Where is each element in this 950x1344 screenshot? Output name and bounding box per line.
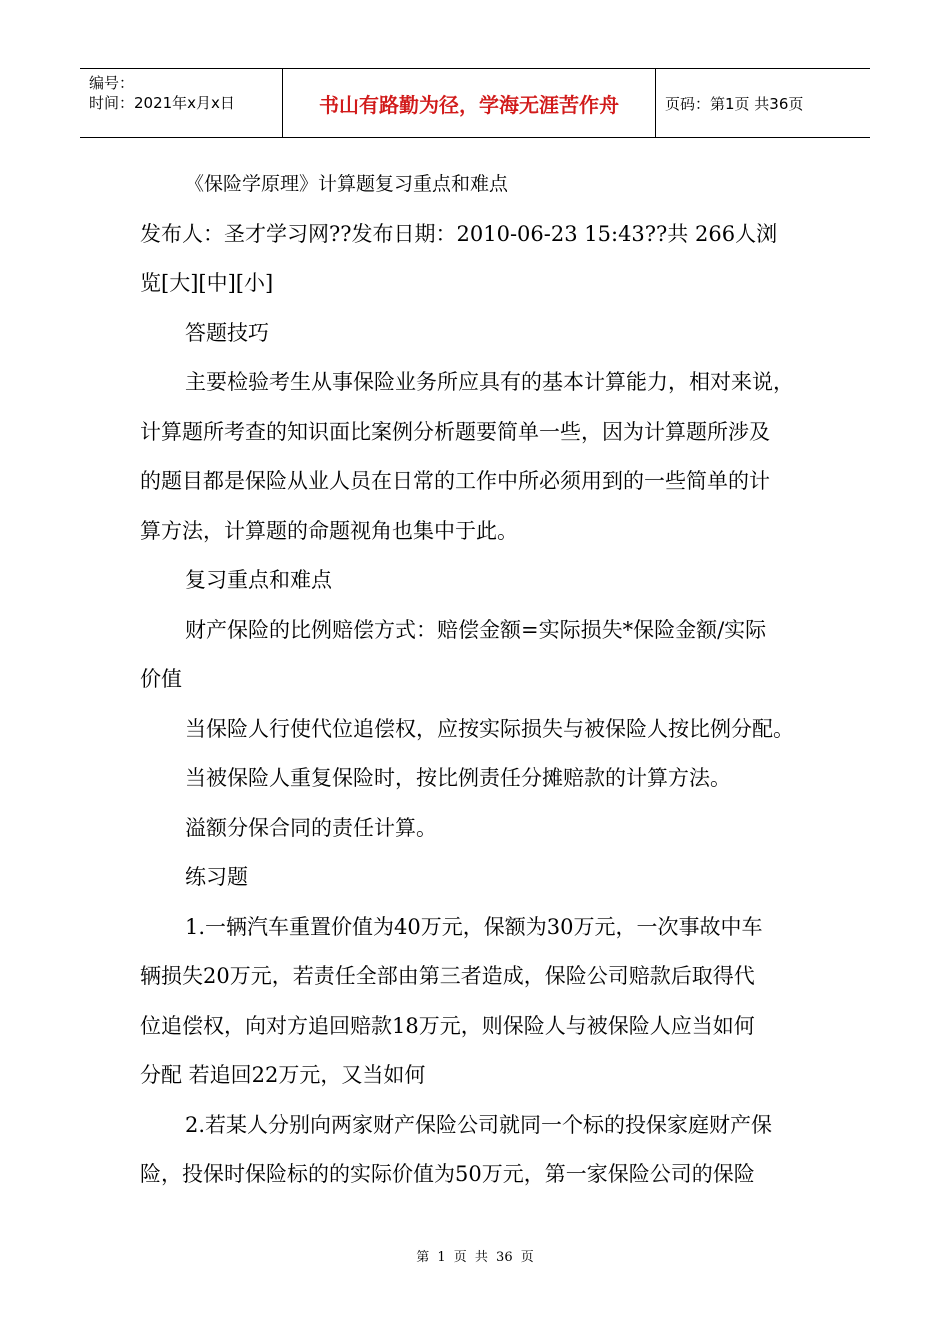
- serial-number-label: 编号：: [89, 74, 135, 92]
- header-info-cell: [80, 69, 283, 137]
- publish-meta-line-2: 览[大][中][小]: [140, 271, 274, 295]
- tips-paragraph-line: 的题目都是保险从业人员在日常的工作中所必须用到的一些简单的计: [140, 469, 770, 493]
- page-code: 页码：第1页 共36页: [665, 95, 804, 113]
- page-header: [80, 68, 870, 138]
- document-body: [140, 160, 840, 1200]
- heading-exercises: 练习题: [185, 865, 248, 889]
- header-page-cell: [656, 69, 870, 137]
- exercise-2-line: 2.若某人分别向两家财产保险公司就同一个标的投保家庭财产保: [185, 1112, 773, 1137]
- focus-item-line: 溢额分保合同的责任计算。: [185, 815, 437, 840]
- document-title: 《保险学原理》计算题复习重点和难点: [185, 173, 509, 195]
- heading-review-focus: 复习重点和难点: [185, 568, 332, 592]
- exercise-2-line: 险，投保时保险标的的实际价值为50万元，第一家保险公司的保险: [140, 1162, 755, 1186]
- page-footer: 第 1 页 共 36 页: [416, 1250, 534, 1265]
- exercise-1-line: 1.一辆汽车重置价值为40万元，保额为30万元，一次事故中车: [185, 914, 763, 939]
- exercise-1-line: 辆损失20万元，若责任全部由第三者造成，保险公司赔款后取得代: [140, 964, 755, 988]
- publish-meta-line-1: 发布人：圣才学习网??发布日期：2010-06-23 15:43??共 266人浏: [140, 221, 778, 246]
- tips-paragraph-line: 计算题所考查的知识面比案例分析题要简单一些，因为计算题所涉及: [140, 419, 770, 444]
- focus-item-line: 当保险人行使代位追偿权，应按实际损失与被保险人按比例分配。: [185, 716, 794, 741]
- motto-text: 书山有路勤为径，学海无涯苦作舟: [319, 93, 619, 117]
- header-motto-cell: [283, 69, 656, 137]
- exercise-1-line: 分配 若追回22万元，又当如何: [140, 1063, 426, 1087]
- focus-item-line: 财产保险的比例赔偿方式：赔偿金额=实际损失*保险金额/实际: [185, 617, 767, 642]
- heading-answer-tips: 答题技巧: [185, 320, 269, 345]
- tips-paragraph-line: 算方法，计算题的命题视角也集中于此。: [140, 518, 518, 543]
- focus-item-line: 价值: [140, 667, 182, 691]
- tips-paragraph-line: 主要检验考生从事保险业务所应具有的基本计算能力，相对来说，: [185, 370, 794, 394]
- focus-item-line: 当被保险人重复保险时，按比例责任分摊赔款的计算方法。: [185, 766, 731, 790]
- exercise-1-line: 位追偿权，向对方追回赔款18万元，则保险人与被保险人应当如何: [140, 1013, 755, 1038]
- time-label: 时间：2021年x月x日: [89, 94, 235, 112]
